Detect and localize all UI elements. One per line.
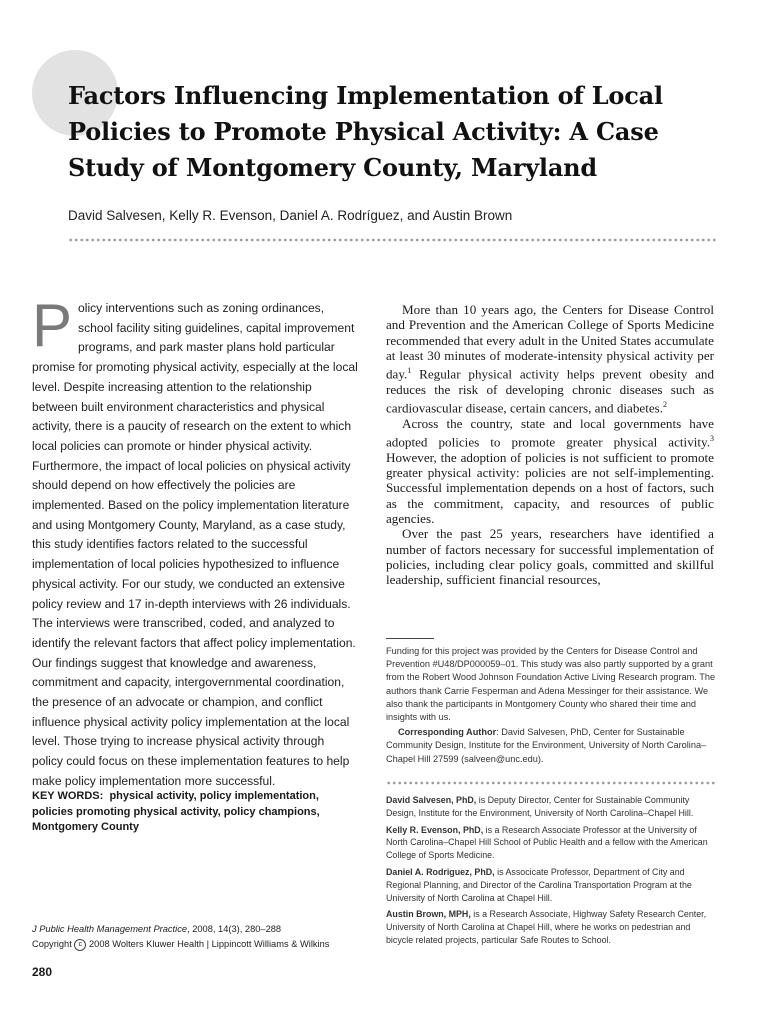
corresponding-author-label: Corresponding Author bbox=[398, 727, 497, 738]
abstract-text: olicy interventions such as zoning ordinances, school facility siting guidelines, capital improvement programs, and park master plans hold particular promise for promoting physical activity, especially at the local level. Despite increasing attention to the relationship between built environment characteristics and physical activity, there is a paucity of research on the extent to which local policies can promote or hinder physical activity. Furthermore, the impact of local policies on physical activity should depend on how effectively the policies are implemented. Based on the policy implementation literature and using Montgomery County, Maryland, as a case study, this study identifies factors related to the successful implementation of local policies hypothesized to influence physical activity. For our study, we conducted an extensive policy review and 17 in-depth interviews with 26 individuals. The interviews were transcribed, coded, and analyzed to identify the relevant factors that affect policy implementation. Our findings suggest that knowledge and awareness, commitment and capacity, intergovernmental coordination, the presence of an advocate or champion, and conflict influence physical activity policy implementation at the local level. Those trying to increase physical activity through policy could focus on these implementation features to help make policy implementation more successful. bbox=[32, 301, 358, 788]
copyright-label: Copyright bbox=[32, 939, 72, 949]
footnote-ref-1[interactable]: 1 bbox=[407, 366, 412, 376]
author-list: David Salvesen, Kelly R. Evenson, Daniel A. Rodríguez, and Austin Brown bbox=[68, 208, 513, 223]
bio-text: is a Research Associate, Highway Safety Research Center, University of North Carolina at Chapel Hill, where he works on pedestrian and bicycle related projects, particular Safe Routes to School. bbox=[386, 909, 707, 945]
abstract bbox=[32, 292, 358, 792]
author-bio bbox=[386, 824, 718, 862]
body-paragraph-3: Over the past 25 years, researchers have identified a number of factors necessary for successful implementation of policies, including clear policy goals, committed and skillful leadership, sufficient financial resources, bbox=[386, 526, 714, 588]
page-number: 280 bbox=[32, 965, 53, 979]
journal-citation bbox=[32, 922, 362, 952]
body-text bbox=[386, 302, 714, 587]
bio-name: Daniel A. Rodriguez, PhD, bbox=[386, 866, 495, 877]
funding-text: Funding for this project was provided by the Centers for Disease Control and Prevention #U48/DP000059–01. This study was also partly supported by a grant from the Robert Wood Johnson Foundation Active Living Research program. The authors thank Carrie Fesperman and Adena Messinger for their assistance. We also thank the participants in Montgomery County who shared their time and insights with us. bbox=[386, 646, 716, 723]
author-bio bbox=[386, 908, 718, 946]
copyright-icon: c bbox=[74, 939, 86, 951]
keywords bbox=[32, 789, 358, 836]
author-bio bbox=[386, 794, 718, 820]
bio-name: David Salvesen, PhD, bbox=[386, 795, 477, 805]
footnote-rule bbox=[386, 638, 434, 639]
corresponding-author-text: : David Salvesen, PhD, Center for Sustainable Community Design, Institute for the Environment, University of North Carolina–Chapel Hill 27599 (salveen@unc.edu). bbox=[386, 727, 707, 764]
keywords-text: physical activity, policy implementation, policies promoting physical activity, policy champions, Montgomery County bbox=[32, 790, 320, 833]
funding-note bbox=[386, 645, 716, 766]
bio-divider bbox=[386, 781, 716, 785]
corresponding-author bbox=[386, 726, 716, 766]
journal-name: J Public Health Management Practice bbox=[32, 924, 188, 934]
bio-name: Austin Brown, MPH, bbox=[386, 909, 471, 920]
bio-text: is Associcate Professor, Department of City and Regional Planning, and Director of the Carolina Transportation Program at the University of North Carolina at Chapel Hill. bbox=[386, 866, 692, 903]
copyright-text: 2008 Wolters Kluwer Health | Lippincott Williams & Wilkins bbox=[88, 939, 330, 949]
author-bios bbox=[386, 794, 718, 951]
bio-name: Kelly R. Evenson, PhD, bbox=[386, 824, 484, 835]
header-divider bbox=[68, 238, 716, 242]
footnote-ref-2[interactable]: 2 bbox=[663, 400, 668, 410]
body-paragraph-1: More than 10 years ago, the Centers for Disease Control and Prevention and the American College of Sports Medicine recommended that every adult in the United States accumulate at least 30 minutes of moderate-intensity physical activity per day.$^1$ Regular physical activity helps prevent obesity and reduces the risk of developing chronic diseases such as cardiovascular disease, certain cancers, and diabetes.$^2$ bbox=[386, 302, 714, 416]
dropcap-letter: P bbox=[32, 292, 73, 359]
author-bio bbox=[386, 866, 718, 904]
bio-text: is Deputy Director, Center for Sustainable Community Design, Institute for the Environment, University of North Carolina–Chapel Hill. bbox=[386, 795, 694, 818]
keywords-label: KEY WORDS: bbox=[32, 790, 104, 802]
citation-details: , 2008, 14(3), 280–288 bbox=[187, 924, 282, 934]
article-title: Factors Influencing Implementation of Local Policies to Promote Physical Activity: A Case Study of Montgomery County, Maryland bbox=[68, 81, 663, 182]
body-paragraph-2: Across the country, state and local governments have adopted policies to promote greater physical activity.$^3$ However, the adoption of policies is not sufficient to promote greater physical activity: policies are not self-implementing. Successful implementation depends on a host of factors, such as the commitment, capacity, and resources of public agencies. bbox=[386, 415, 714, 526]
footnote-ref-3[interactable]: 3 bbox=[710, 434, 714, 444]
bio-text: is a Research Associate Professor at the University of North Carolina–Chapel Hill School of Public Health and a fellow with the American College of Sports Medicine. bbox=[386, 824, 708, 861]
